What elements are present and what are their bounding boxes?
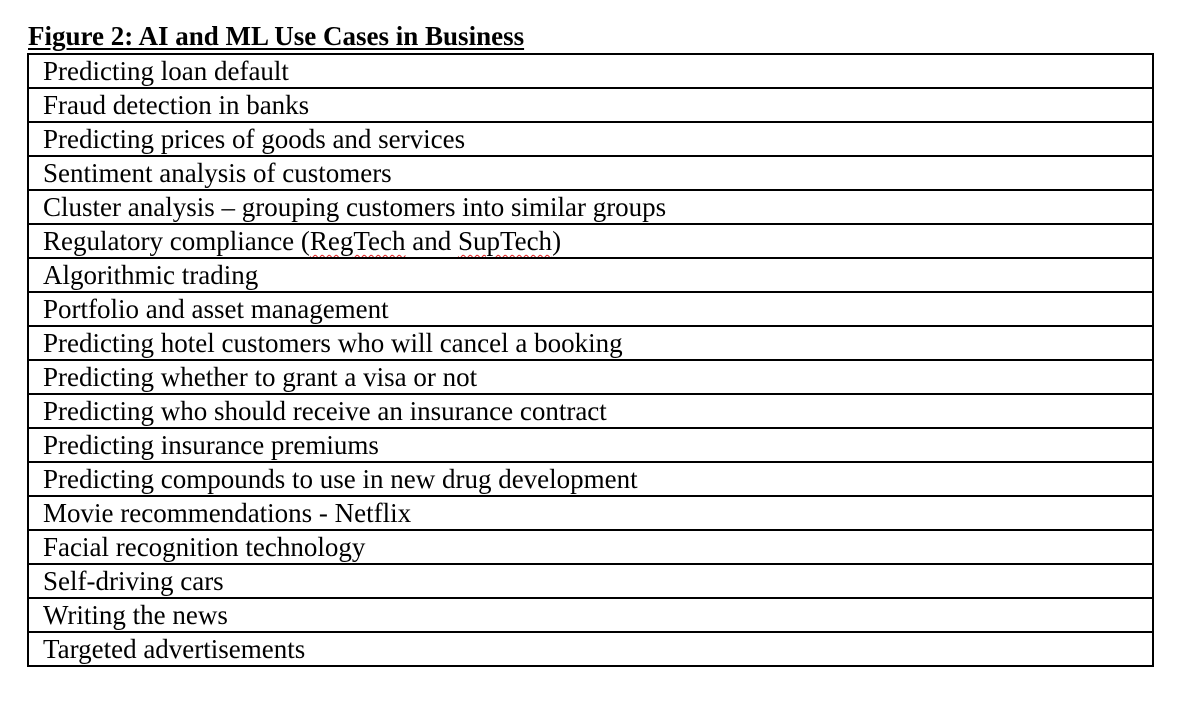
use-cases-table-body bbox=[28, 54, 1153, 666]
use-case-text: Predicting who should receive an insurance contract bbox=[43, 396, 607, 426]
table-row bbox=[28, 54, 1153, 88]
use-case-text: Facial recognition technology bbox=[43, 532, 366, 562]
table-row bbox=[28, 632, 1153, 666]
use-case-cell bbox=[28, 258, 1153, 292]
use-case-cell bbox=[28, 564, 1153, 598]
use-case-text: Targeted advertisements bbox=[43, 634, 306, 664]
use-case-cell bbox=[28, 326, 1153, 360]
use-case-text: Predicting whether to grant a visa or not bbox=[43, 362, 478, 392]
spellcheck-flagged-word: RegTech bbox=[309, 226, 406, 256]
use-case-text: Self-driving cars bbox=[43, 566, 224, 596]
use-case-text: Predicting hotel customers who will cancel a booking bbox=[43, 328, 623, 358]
table-row bbox=[28, 598, 1153, 632]
use-case-text: Cluster analysis – grouping customers into similar groups bbox=[43, 192, 667, 222]
use-case-cell bbox=[28, 496, 1153, 530]
table-row bbox=[28, 496, 1153, 530]
table-row bbox=[28, 530, 1153, 564]
use-case-cell bbox=[28, 462, 1153, 496]
use-case-text: and bbox=[405, 226, 458, 256]
use-case-text: Predicting loan default bbox=[43, 56, 289, 86]
use-case-text: Predicting compounds to use in new drug development bbox=[43, 464, 638, 494]
table-row bbox=[28, 88, 1153, 122]
use-case-cell bbox=[28, 156, 1153, 190]
use-case-text: Sentiment analysis of customers bbox=[43, 158, 392, 188]
table-row bbox=[28, 258, 1153, 292]
use-case-text: Predicting insurance premiums bbox=[43, 430, 379, 460]
use-case-text: ) bbox=[552, 226, 562, 256]
use-case-text: Fraud detection in banks bbox=[43, 90, 310, 120]
use-case-cell bbox=[28, 598, 1153, 632]
use-case-cell bbox=[28, 428, 1153, 462]
use-case-text: Regulatory compliance ( bbox=[43, 226, 310, 256]
use-case-cell bbox=[28, 292, 1153, 326]
table-row bbox=[28, 360, 1153, 394]
use-case-cell bbox=[28, 530, 1153, 564]
table-row bbox=[28, 292, 1153, 326]
spellcheck-flagged-word: SupTech bbox=[457, 226, 553, 256]
table-row bbox=[28, 428, 1153, 462]
table-row bbox=[28, 326, 1153, 360]
use-case-cell bbox=[28, 394, 1153, 428]
use-case-text: Movie recommendations - Netflix bbox=[43, 498, 412, 528]
table-row bbox=[28, 156, 1153, 190]
use-case-text: Algorithmic trading bbox=[43, 260, 259, 290]
table-row bbox=[28, 122, 1153, 156]
table-row bbox=[28, 224, 1153, 258]
use-case-cell bbox=[28, 88, 1153, 122]
use-case-cell bbox=[28, 224, 1153, 258]
use-case-text: Portfolio and asset management bbox=[43, 294, 389, 324]
use-case-cell bbox=[28, 54, 1153, 88]
use-case-cell bbox=[28, 360, 1153, 394]
table-row bbox=[28, 564, 1153, 598]
use-case-cell bbox=[28, 122, 1153, 156]
use-case-text: Writing the news bbox=[43, 600, 228, 630]
figure-title: Figure 2: AI and ML Use Cases in Business bbox=[28, 21, 525, 51]
table-row bbox=[28, 462, 1153, 496]
use-case-text: Predicting prices of goods and services bbox=[43, 124, 466, 154]
use-cases-table bbox=[27, 53, 1154, 667]
use-case-cell bbox=[28, 190, 1153, 224]
use-case-cell bbox=[28, 632, 1153, 666]
table-row bbox=[28, 190, 1153, 224]
table-row bbox=[28, 394, 1153, 428]
